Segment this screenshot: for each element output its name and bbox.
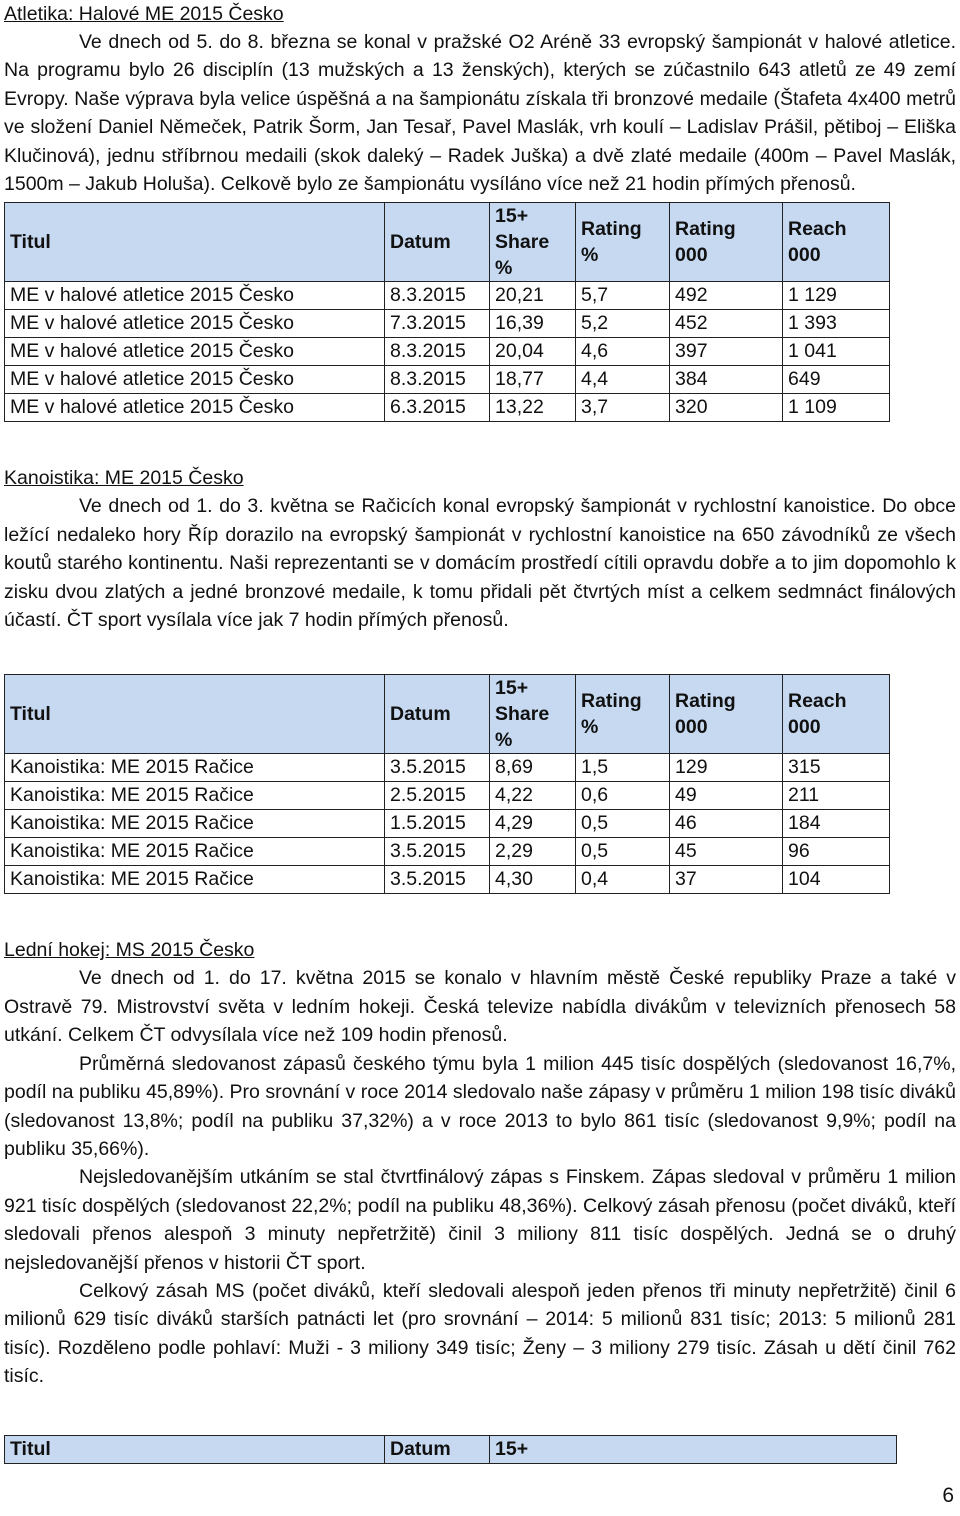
section-heading: Kanoistika: ME 2015 Česko (4, 467, 244, 490)
cell-reach: 104 (783, 866, 890, 894)
section-heading: Atletika: Halové ME 2015 Česko (4, 3, 284, 25)
cell-reach: 1 393 (783, 310, 890, 338)
paragraph: Celkový zásah MS (počet diváků, kteří sledovali alespoň jeden přenos tři minuty nepřetržitě) činil 6 milionů 629 tisíc diváků starších patnácti let (pro srovnání – 2014: 5 milionů 831 tisíc; 2013: 5 milionů 281 tisíc). Rozděleno podle pohlaví: Muži - 3 miliony 349 tisíc; Ženy – 3 miliony 279 tisíc. Zásah u dětí činil 762 tisíc. (4, 1279, 956, 1388)
cell-date: 1.5.2015 (385, 810, 490, 838)
cell-title: ME v halové atletice 2015 Česko (5, 394, 385, 422)
header-cell: Titul (5, 1435, 385, 1463)
cell-rating-000: 320 (670, 394, 783, 422)
table-header-row (5, 675, 890, 754)
section-canoeing (4, 464, 956, 894)
table-row (5, 754, 890, 782)
table-row (5, 782, 890, 810)
ratings-table (4, 202, 890, 422)
table-row (5, 866, 890, 894)
header-cell: Reach 000 (783, 203, 890, 282)
cell-title: ME v halové atletice 2015 Česko (5, 310, 385, 338)
cell-title: ME v halové atletice 2015 Česko (5, 366, 385, 394)
cell-rating-pct: 4,6 (576, 338, 670, 366)
table-row (5, 394, 890, 422)
header-cell: Rating % (576, 675, 670, 754)
header-cell: Datum (385, 675, 490, 754)
cell-title: Kanoistika: ME 2015 Račice (5, 782, 385, 810)
cell-share: 8,69 (490, 754, 576, 782)
cell-share: 4,30 (490, 866, 576, 894)
cell-share: 2,29 (490, 838, 576, 866)
table-row (5, 338, 890, 366)
paragraph: Nejsledovanějším utkáním se stal čtvrtfinálový zápas s Finskem. Zápas sledoval v průměru 1 milion 921 tisíc dospělých (sledovanost 22,2%; podíl na publiku 48,36%). Celkový zásah přenosu (počet diváků, kteří sledovali přenos alespoň 3 minuty nepřetržitě) činil 3 miliony 811 tisíc dospělých. Jedná se o druhý nejsledovanější přenos v historii ČT sport. (4, 1166, 956, 1274)
cell-title: Kanoistika: ME 2015 Račice (5, 754, 385, 782)
cell-reach: 1 041 (783, 338, 890, 366)
paragraph: Průměrná sledovanost zápasů českého týmu byla 1 milion 445 tisíc dospělých (sledovanost 16,7%, podíl na publiku 45,89%). Pro srovnání v roce 2014 sledovalo naše zápasy v průměru 1 milion 198 tisíc diváků (sledovanost 13,8%; podíl na publiku 37,32%) a v roce 2013 to bylo 861 tisíc (sledovanost 9,9%; podíl na publiku 35,66%). (4, 1052, 956, 1160)
document-page (4, 0, 956, 1464)
header-cell: Titul (5, 675, 385, 754)
header-cell: Reach 000 (783, 675, 890, 754)
cell-rating-000: 397 (670, 338, 783, 366)
cell-title: Kanoistika: ME 2015 Račice (5, 810, 385, 838)
header-cell: 15+ Share % (490, 675, 576, 754)
cell-share: 20,21 (490, 282, 576, 310)
cell-share: 18,77 (490, 366, 576, 394)
cell-rating-000: 37 (670, 866, 783, 894)
cell-rating-000: 46 (670, 810, 783, 838)
section-ice-hockey (4, 936, 956, 1463)
cell-date: 3.5.2015 (385, 754, 490, 782)
header-cell: 15+ (490, 1435, 897, 1463)
table-row (5, 310, 890, 338)
cell-date: 6.3.2015 (385, 394, 490, 422)
ratings-table (4, 674, 890, 894)
cell-rating-000: 129 (670, 754, 783, 782)
cell-rating-pct: 0,6 (576, 782, 670, 810)
cell-rating-pct: 4,4 (576, 366, 670, 394)
table-header-row (5, 203, 890, 282)
cell-reach: 1 129 (783, 282, 890, 310)
cell-rating-000: 45 (670, 838, 783, 866)
ratings-table (4, 1435, 897, 1464)
cell-share: 16,39 (490, 310, 576, 338)
paragraph: Ve dnech od 1. do 17. května 2015 se konalo v hlavním městě České republiky Praze a také v Ostravě 79. Mistrovství světa v ledním hokeji. Česká televize nabídla divákům v televizních přenosech 58 utkání. Celkem ČT odvysílala více než 109 hodin přenosů. (4, 967, 956, 1047)
cell-rating-pct: 5,2 (576, 310, 670, 338)
cell-share: 4,29 (490, 810, 576, 838)
cell-reach: 315 (783, 754, 890, 782)
cell-rating-pct: 0,5 (576, 838, 670, 866)
header-cell: Rating 000 (670, 675, 783, 754)
table-row (5, 838, 890, 866)
cell-title: ME v halové atletice 2015 Česko (5, 338, 385, 366)
header-cell: Datum (385, 1435, 490, 1463)
page-number: 6 (942, 1484, 954, 1507)
header-cell: Datum (385, 203, 490, 282)
cell-rating-pct: 3,7 (576, 394, 670, 422)
cell-reach: 1 109 (783, 394, 890, 422)
cell-rating-000: 492 (670, 282, 783, 310)
cell-date: 3.5.2015 (385, 866, 490, 894)
cell-title: Kanoistika: ME 2015 Račice (5, 838, 385, 866)
cell-date: 8.3.2015 (385, 338, 490, 366)
cell-title: Kanoistika: ME 2015 Račice (5, 866, 385, 894)
section-heading: Lední hokej: MS 2015 Česko (4, 939, 255, 962)
cell-date: 3.5.2015 (385, 838, 490, 866)
table-row (5, 810, 890, 838)
table-header-row (5, 1435, 897, 1463)
cell-rating-pct: 5,7 (576, 282, 670, 310)
cell-date: 2.5.2015 (385, 782, 490, 810)
table-row (5, 366, 890, 394)
cell-rating-pct: 1,5 (576, 754, 670, 782)
paragraph: Ve dnech od 1. do 3. května se Račicích konal evropský šampionát v rychlostní kanoistice. Do obce ležící nedaleko hory Říp dorazilo na evropský šampionát v rychlostní kanoistice na 650 závodníků ze všech koutů starého kontinentu. Naši reprezentanti se v domácím prostředí cítili opravdu dobře a to jim dopomohlo k zisku dvou zlatých a jedné bronzové medaile, k tomu přidali pět čtvrtých míst a celkem sedmnáct finálových účastí. ČT sport vysílala více jak 7 hodin přímých přenosů. (4, 495, 956, 632)
cell-share: 13,22 (490, 394, 576, 422)
cell-date: 7.3.2015 (385, 310, 490, 338)
paragraph: Ve dnech od 5. do 8. března se konal v pražské O2 Aréně 33 evropský šampionát v halové atletice. Na programu bylo 26 disciplín (13 mužských a 13 ženských), kterých se zúčastnilo 643 atletů ze 49 zemí Evropy. Naše výprava byla velice úspěšná a na šampionátu získala tři bronzové medaile (Štafeta 4x400 metrů ve složení Daniel Němeček, Patrik Šorm, Jan Tesař, Pavel Maslák, vrh koulí – Ladislav Prášil, pětiboj – Eliška Klučinová), jednu stříbrnou medaili (skok daleký – Radek Juška) a dvě zlaté medaile (400m – Pavel Maslák, 1500m – Jakub Holuša). Celkově bylo ze šampionátu vysíláno více než 21 hodin přímých přenosů. (4, 31, 956, 196)
cell-rating-pct: 0,4 (576, 866, 670, 894)
cell-rating-000: 49 (670, 782, 783, 810)
table-row (5, 282, 890, 310)
cell-rating-000: 452 (670, 310, 783, 338)
cell-date: 8.3.2015 (385, 366, 490, 394)
cell-reach: 211 (783, 782, 890, 810)
cell-rating-000: 384 (670, 366, 783, 394)
header-cell: Rating % (576, 203, 670, 282)
cell-share: 20,04 (490, 338, 576, 366)
header-cell: Titul (5, 203, 385, 282)
cell-title: ME v halové atletice 2015 Česko (5, 282, 385, 310)
cell-reach: 649 (783, 366, 890, 394)
cell-reach: 96 (783, 838, 890, 866)
cell-reach: 184 (783, 810, 890, 838)
section-athletics (4, 0, 956, 422)
cell-date: 8.3.2015 (385, 282, 490, 310)
header-cell: Rating 000 (670, 203, 783, 282)
header-cell: 15+ Share % (490, 203, 576, 282)
cell-rating-pct: 0,5 (576, 810, 670, 838)
cell-share: 4,22 (490, 782, 576, 810)
